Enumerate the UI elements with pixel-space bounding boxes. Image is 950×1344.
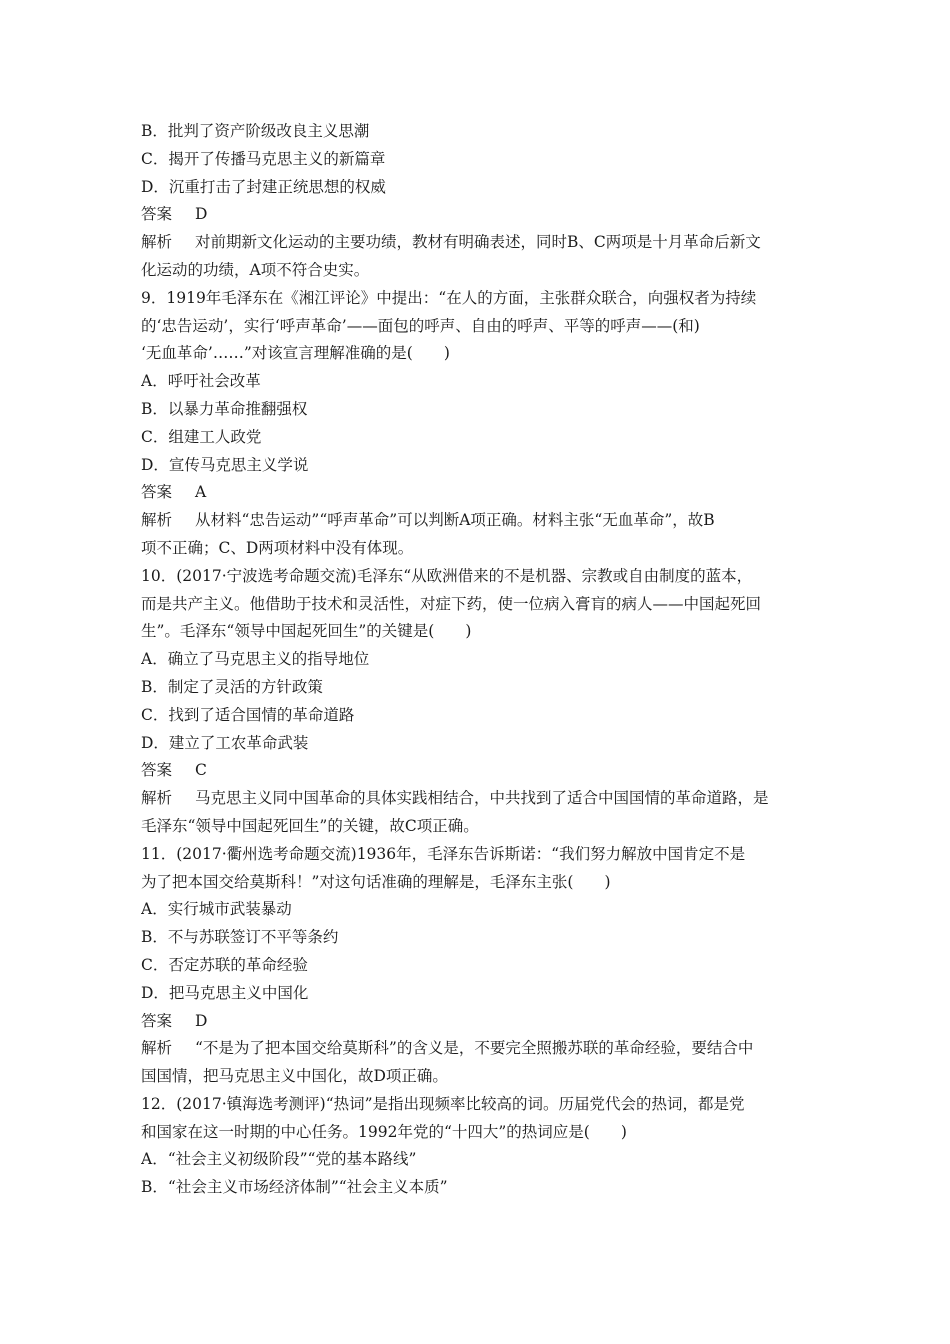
answer-label: 答案 <box>141 205 173 224</box>
question-stem-line-2: 为了把本国交给莫斯科！”对这句话准确的理解是，毛泽东主张( ) <box>141 872 611 891</box>
option-a: A．“社会主义初级阶段”“党的基本路线” <box>141 1150 417 1169</box>
option-d: D．把马克思主义中国化 <box>141 983 309 1002</box>
analysis-label: 解析 <box>141 1039 173 1058</box>
question-stem-line-2: 的‘忠告运动’，实行‘呼声革命’——面包的呼声、自由的呼声、平等的呼声——(和) <box>141 316 700 335</box>
answer-row <box>141 201 813 229</box>
option-c: C．组建工人政党 <box>141 427 262 446</box>
answer-value: D <box>195 205 208 224</box>
question-stem-line-1: 10．(2017·宁波选考命题交流)毛泽东“从欧洲借来的不是机器、宗教或自由制度的蓝本， <box>141 566 753 585</box>
answer-label: 答案 <box>141 761 173 780</box>
question-stem-line-3: 生”。毛泽东“领导中国起死回生”的关键是( ) <box>141 622 472 641</box>
question-8 <box>141 118 813 285</box>
option-a: A．确立了马克思主义的指导地位 <box>141 650 370 669</box>
question-stem-line-2: 而是共产主义。他借助于技术和灵活性，对症下药，使一位病入膏肓的病人——中国起死回 <box>141 594 762 613</box>
analysis-label: 解析 <box>141 789 173 808</box>
option-d: D．建立了工农革命武装 <box>141 733 309 752</box>
question-12 <box>141 1091 813 1202</box>
analysis-label: 解析 <box>141 233 173 252</box>
option-b: B．“社会主义市场经济体制”“社会主义本质” <box>141 1178 448 1197</box>
option-c: C．找到了适合国情的革命道路 <box>141 705 355 724</box>
answer-value: C <box>195 761 207 780</box>
analysis-line-2: 化运动的功绩，A项不符合史实。 <box>141 260 370 279</box>
analysis-line-2: 毛泽东“领导中国起死回生”的关键，故C项正确。 <box>141 816 479 835</box>
question-9 <box>141 285 813 563</box>
answer-label: 答案 <box>141 1011 173 1030</box>
option-a: A．呼吁社会改革 <box>141 372 261 391</box>
question-stem-line-1: 12．(2017·镇海选考测评)“热词”是指出现频率比较高的词。历届党代会的热词，都是党 <box>141 1094 745 1113</box>
option-a: A．实行城市武装暴动 <box>141 900 292 919</box>
question-10 <box>141 563 813 841</box>
question-stem-line-1: 9．1919年毛泽东在《湘江评论》中提出：“在人的方面，主张群众联合，向强权者为持续 <box>141 288 757 307</box>
question-stem-line-3: ‘无血革命’……”对该宣言理解准确的是( ) <box>141 344 450 363</box>
analysis-line-2: 项不正确；C、D两项材料中没有体现。 <box>141 538 414 557</box>
document-page <box>141 118 813 1202</box>
answer-row <box>141 1008 813 1036</box>
option-b: B．不与苏联签订不平等条约 <box>141 928 339 947</box>
answer-value: D <box>195 1011 208 1030</box>
question-stem-line-2: 和国家在这一时期的中心任务。1992年党的“十四大”的热词应是( ) <box>141 1122 627 1141</box>
analysis-line-1: 解析 对前期新文化运动的主要功绩，教材有明确表述，同时B、C两项是十月革命后新文 <box>141 229 813 257</box>
question-11 <box>141 841 813 1091</box>
option-c: C．否定苏联的革命经验 <box>141 955 308 974</box>
answer-label: 答案 <box>141 483 173 502</box>
analysis-label: 解析 <box>141 511 173 530</box>
option-b: B．以暴力革命推翻强权 <box>141 399 308 418</box>
answer-value: A <box>195 483 207 502</box>
answer-row <box>141 479 813 507</box>
option-b: B．制定了灵活的方针政策 <box>141 677 323 696</box>
analysis-line-1: 解析 从材料“忠告运动”“呼声革命”可以判断A项正确。材料主张“无血革命”，故B <box>141 507 813 535</box>
option-d: D．沉重打击了封建正统思想的权威 <box>141 177 386 196</box>
question-stem-line-1: 11．(2017·衢州选考命题交流)1936年，毛泽东告诉斯诺：“我们努力解放中国肯定不是 <box>141 844 746 863</box>
answer-row <box>141 757 813 785</box>
option-d: D．宣传马克思主义学说 <box>141 455 309 474</box>
analysis-line-1: 解析 马克思主义同中国革命的具体实践相结合，中共找到了适合中国国情的革命道路，是 <box>141 785 813 813</box>
option-c: C．揭开了传播马克思主义的新篇章 <box>141 149 386 168</box>
analysis-line-2: 国国情，把马克思主义中国化，故D项正确。 <box>141 1067 448 1086</box>
analysis-line-1: 解析 “不是为了把本国交给莫斯科”的含义是，不要完全照搬苏联的革命经验，要结合中 <box>141 1035 813 1063</box>
option-b: B．批判了资产阶级改良主义思潮 <box>141 122 370 140</box>
